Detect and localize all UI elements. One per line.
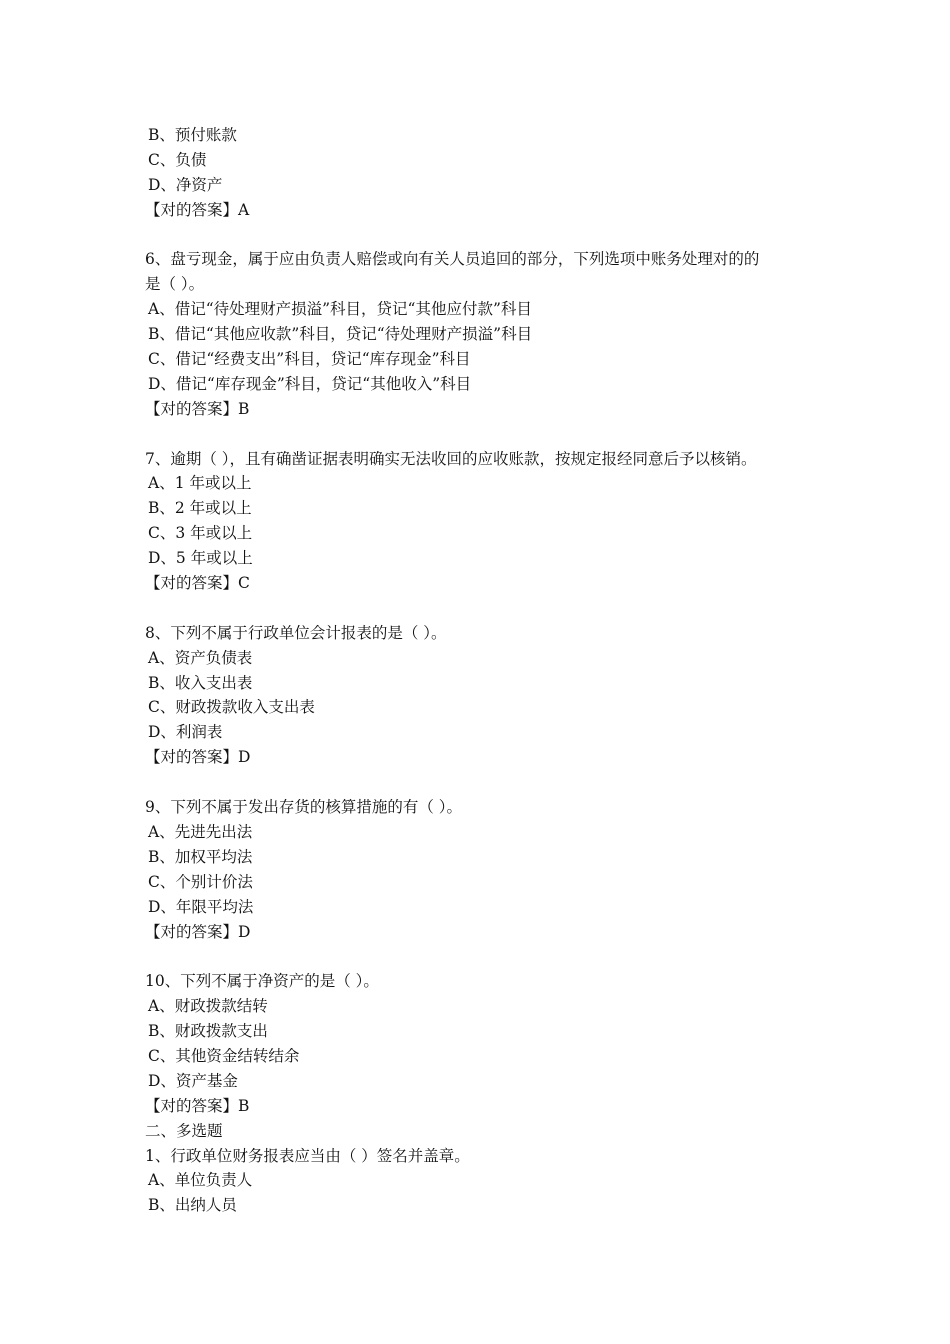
question-text: 7、逾期（ ），且有确凿证据表明确实无法收回的应收账款，按规定报经同意后予以核销。 bbox=[145, 449, 757, 468]
question-text: 6、盘亏现金，属于应由负责人赔偿或向有关人员追回的部分，下列选项中账务处理对的的 bbox=[145, 250, 760, 269]
question-text-continued: 是（ ）。 bbox=[145, 275, 205, 294]
question-7 bbox=[145, 447, 815, 596]
option-b: B、借记“其他应收款”科目，贷记“待处理财产损溢”科目 bbox=[148, 325, 533, 344]
option-d: D、借记“库存现金”科目，贷记“其他收入”科目 bbox=[148, 374, 472, 393]
question-text: 10、下列不属于净资产的是（ ）。 bbox=[145, 972, 379, 991]
spacer bbox=[145, 944, 815, 969]
option-b: B、预付账款 bbox=[148, 126, 237, 144]
answer-line: 【对的答案】B bbox=[145, 1096, 250, 1115]
option-d: D、利润表 bbox=[148, 723, 223, 742]
option-b: B、财政拨款支出 bbox=[148, 1022, 268, 1041]
option-b: B、收入支出表 bbox=[148, 673, 253, 692]
option-a: A、1 年或以上 bbox=[148, 474, 252, 493]
answer-line: 【对的答案】A bbox=[145, 200, 250, 219]
option-d: D、资产基金 bbox=[148, 1071, 238, 1090]
section-heading: 二、多选题 bbox=[145, 1121, 223, 1140]
answer-line: 【对的答案】B bbox=[145, 399, 250, 418]
option-b: B、2 年或以上 bbox=[148, 499, 252, 518]
document-page bbox=[145, 123, 815, 1218]
option-c: C、借记“经费支出”科目，贷记“库存现金”科目 bbox=[148, 350, 471, 369]
question-text: 8、下列不属于行政单位会计报表的是（ ）。 bbox=[145, 623, 447, 642]
option-d: D、年限平均法 bbox=[148, 897, 254, 916]
answer-line: 【对的答案】C bbox=[145, 574, 250, 593]
option-a: A、先进先出法 bbox=[148, 822, 253, 841]
question-text: 9、下列不属于发出存货的核算措施的有（ ）。 bbox=[145, 798, 463, 817]
answer-line: 【对的答案】D bbox=[145, 748, 251, 767]
question-text: 1、行政单位财务报表应当由（ ）签名并盖章。 bbox=[145, 1146, 470, 1165]
spacer bbox=[145, 770, 815, 795]
option-b: B、出纳人员 bbox=[148, 1196, 237, 1215]
spacer bbox=[145, 422, 815, 447]
spacer bbox=[145, 223, 815, 248]
option-a: A、财政拨款结转 bbox=[148, 997, 268, 1016]
question-8 bbox=[145, 621, 815, 770]
option-c: C、个别计价法 bbox=[148, 872, 253, 891]
option-a: A、借记“待处理财产损溢”科目，贷记“其他应付款”科目 bbox=[148, 300, 532, 319]
option-c: C、负债 bbox=[148, 150, 207, 169]
question-9 bbox=[145, 795, 815, 944]
option-a: A、单位负责人 bbox=[148, 1171, 253, 1190]
option-a: A、资产负债表 bbox=[148, 648, 253, 667]
answer-line: 【对的答案】D bbox=[145, 922, 251, 941]
question-5-fragment bbox=[145, 123, 815, 223]
option-c: C、其他资金结转结余 bbox=[148, 1046, 300, 1065]
spacer bbox=[145, 596, 815, 621]
multi-question-1 bbox=[145, 1144, 815, 1219]
option-c: C、3 年或以上 bbox=[148, 524, 253, 543]
option-d: D、5 年或以上 bbox=[148, 549, 253, 568]
option-b: B、加权平均法 bbox=[148, 847, 253, 866]
option-c: C、财政拨款收入支出表 bbox=[148, 698, 315, 717]
question-6 bbox=[145, 247, 815, 421]
option-d: D、净资产 bbox=[148, 175, 223, 194]
question-10 bbox=[145, 969, 815, 1118]
